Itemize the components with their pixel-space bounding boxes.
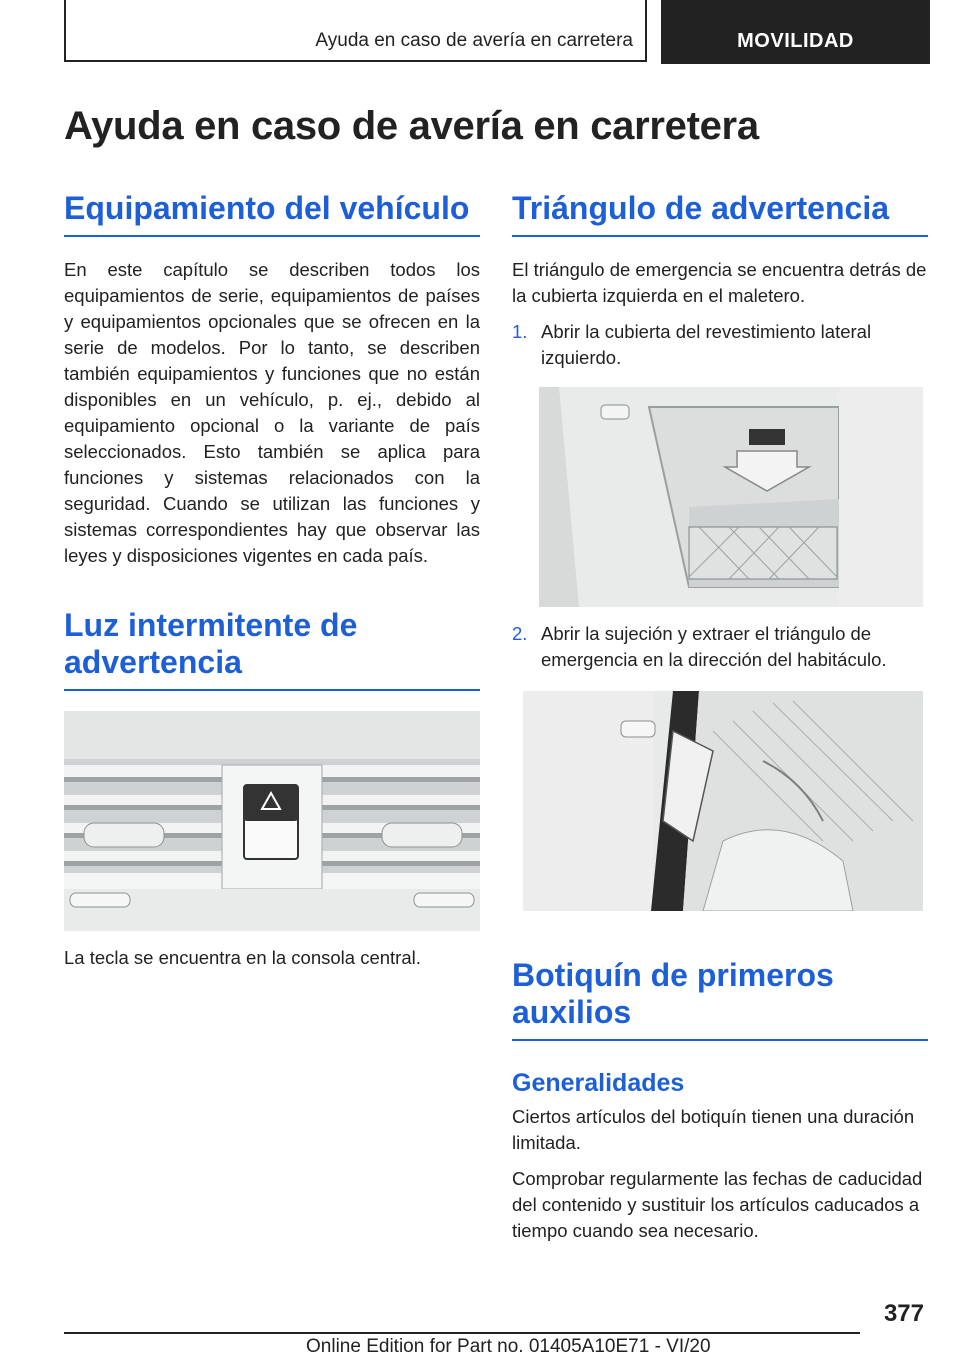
header-chapter-label: MOVILIDAD xyxy=(737,30,854,52)
header-chapter-tab xyxy=(661,0,930,64)
generalities-heading: Generalidades xyxy=(512,1069,685,1097)
equipment-heading: Equipamiento del vehículo xyxy=(64,190,480,237)
first-aid-heading: Botiquín de primeros auxilios xyxy=(512,957,928,1041)
left-column xyxy=(64,190,480,971)
generalities-text-2: Comprobar regularmente las fechas de caducidad del contenido y sustituir los artículos caducados a tiempo cuando sea necesario. xyxy=(512,1168,923,1241)
header-section-title: Ayuda en caso de avería en carretera xyxy=(315,30,633,51)
step-1 xyxy=(512,319,928,371)
equipment-text: En este capítulo se describen todos los equipamientos de serie, equipamientos de países y equipamientos opcionales que se ofrecen en la serie de modelos. Por lo tanto, se describen también equipamientos y funciones que no están disponibles en un vehículo, p. ej., debido al equipamiento opcional o la variante de país seleccionados. Esto también se aplica para funciones y sistemas relacionados con la seguridad. Cuando se utilizan las funciones y sistemas correspondientes hay que observar las leyes y disposiciones vigentes en cada país. xyxy=(64,259,480,566)
step-2-text: Abrir la sujeción y extraer el triángulo de emergencia en la dirección del habitáculo. xyxy=(541,623,887,670)
triangle-extraction-figure xyxy=(523,691,923,911)
step-1-number: 1. xyxy=(512,321,528,342)
step-2-number: 2. xyxy=(512,623,528,644)
edition-text: Online Edition for Part no. 01405A10E71 - VI/20 xyxy=(306,1336,711,1357)
hazard-caption: La tecla se encuentra en la consola central. xyxy=(64,947,421,968)
cover-figure xyxy=(539,387,923,607)
triangle-heading: Triángulo de advertencia xyxy=(512,190,928,237)
generalities-text-1: Ciertos artículos del botiquín tienen una duración limitada. xyxy=(512,1106,915,1153)
step-1-text: Abrir la cubierta del revestimiento lateral izquierdo. xyxy=(541,321,872,368)
page-title: Ayuda en caso de avería en carretera xyxy=(64,104,759,148)
hazard-button-figure xyxy=(64,711,480,931)
triangle-text: El triángulo de emergencia se encuentra detrás de la cubierta izquierda en el maletero. xyxy=(512,259,927,306)
header-section-box xyxy=(64,0,647,62)
step-2 xyxy=(512,621,928,673)
page-number: 377 xyxy=(883,1300,924,1327)
right-column xyxy=(512,190,928,1244)
hazard-heading: Luz intermitente de advertencia xyxy=(64,607,480,691)
page-header xyxy=(64,0,930,64)
footer-divider xyxy=(64,1332,860,1334)
